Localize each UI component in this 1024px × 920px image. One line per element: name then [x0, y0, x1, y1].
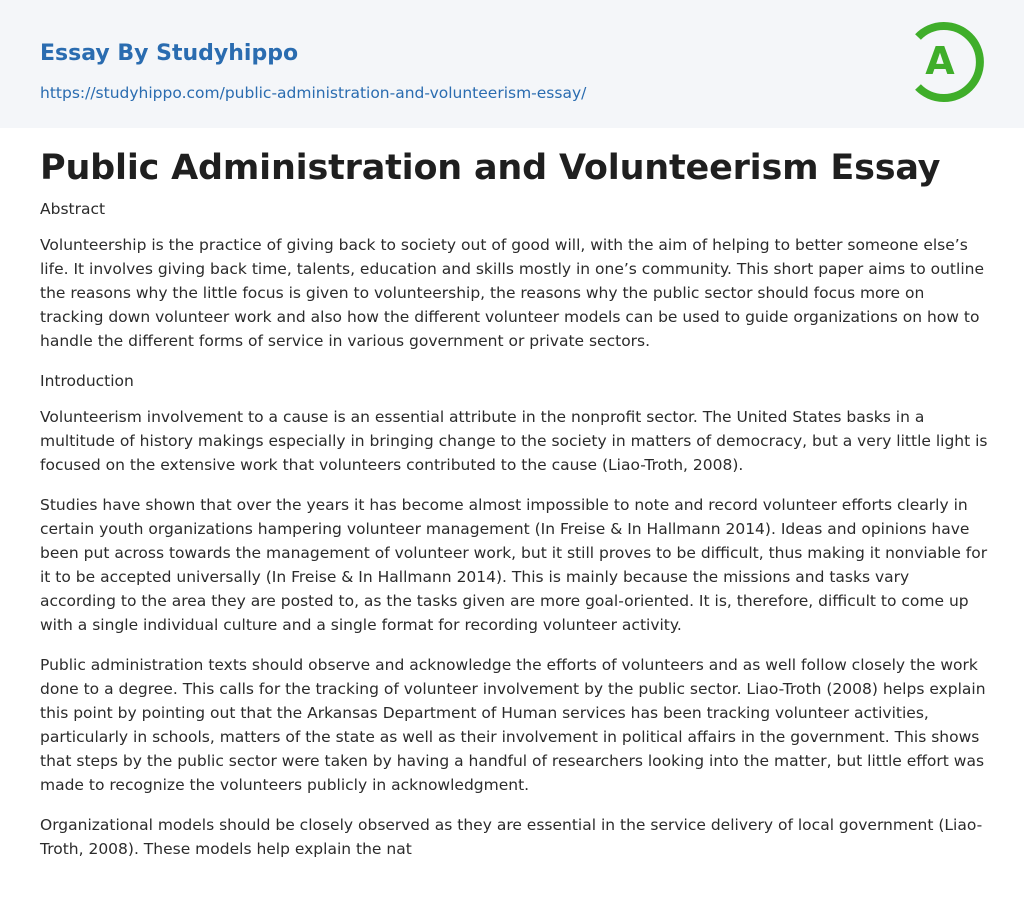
essay-url-link[interactable]: https://studyhippo.com/public-administration-and-volunteerism-essay/ — [40, 84, 587, 102]
logo-letter: A — [925, 39, 955, 83]
essay-paragraph: Studies have shown that over the years it has become almost impossible to note and record volunteer efforts clearly in certain youth organizations hampering volunteer management (In Freise & In Hallmann 2014). Ideas and opinions have been put across towards the management of volunteer work, but it still proves to be difficult, thus making it nonviable for it to be accepted universally (In Freise & In Hallmann 2014). This is mainly because the missions and tasks vary according to the area they are posted to, as the tasks given are more goal-oriented. It is, therefore, difficult to come up with a single individual culture and a single format for recording volunteer activity. — [40, 496, 988, 634]
essay-paragraph: Volunteerism involvement to a cause is an essential attribute in the nonprofit sector. The United States basks in a multitude of history makings especially in bringing change to the society in matters of democracy, but a very little light is focused on the extensive work that volunteers contributed to the cause (Liao-Troth, 2008). — [40, 408, 988, 474]
abstract-heading: Abstract — [40, 200, 106, 218]
introduction-heading: Introduction — [40, 372, 134, 390]
essay-body — [40, 197, 988, 877]
essay-paragraph: Organizational models should be closely observed as they are essential in the service delivery of local government (Liao-Troth, 2008). These models help explain the nat — [40, 816, 983, 858]
abstract-paragraph: Volunteership is the practice of giving back to society out of good will, with the aim of helping to better someone else’s life. It involves giving back time, talents, education and skills mostly in one’s community. This short paper aims to outline the reasons why the little focus is given to volunteership, the reasons why the public sector should focus more on tracking down volunteer work and also how the different volunteer models can be used to guide organizations on how to handle the different forms of service in various government or private sectors. — [40, 236, 984, 350]
page-title: Public Administration and Volunteerism Essay — [40, 148, 941, 188]
essay-paragraph: Public administration texts should observe and acknowledge the efforts of volunteers and as well follow closely the work done to a degree. This calls for the tracking of volunteer involvement by the public sector. Liao-Troth (2008) helps explain this point by pointing out that the Arkansas Department of Human services has been tracking volunteer activities, particularly in schools, matters of the state as well as their involvement in political affairs in the government. This shows that steps by the public sector were taken by having a handful of researchers looking into the matter, but little effort was made to recognize the volunteers publicly in acknowledgment. — [40, 656, 986, 794]
brand-title[interactable]: Essay By Studyhippo — [40, 41, 299, 66]
